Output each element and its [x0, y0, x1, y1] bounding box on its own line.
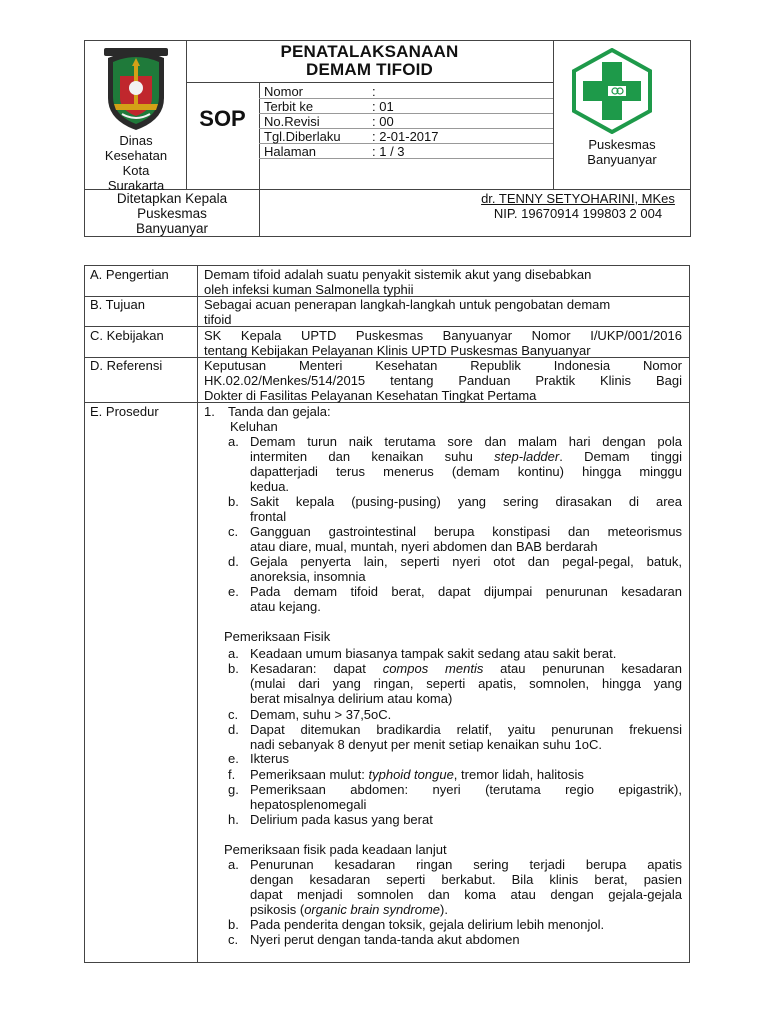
subsection-pemeriksaan-lanjut: Pemeriksaan fisik pada keadaan lanjut — [224, 842, 447, 857]
list-marker: a. — [228, 434, 239, 449]
list-marker: c. — [228, 932, 239, 947]
ditetapkan-block — [86, 191, 258, 236]
content-line: oleh infeksi kuman Salmonella typhii — [204, 282, 414, 297]
fisik-item: Ikterus — [250, 751, 290, 766]
section-content-tujuan — [204, 297, 682, 327]
divider — [197, 265, 198, 963]
content-line: anoreksia, insomnia — [250, 569, 366, 584]
meta-label: Tgl.Diberlaku — [264, 129, 341, 144]
divider — [553, 40, 554, 190]
section-label-referensi: D. Referensi — [90, 358, 163, 373]
content-line — [250, 661, 682, 676]
ditetapkan-line: Ditetapkan Kepala — [116, 191, 228, 206]
section-label-kebijakan: C. Kebijakan — [90, 328, 164, 343]
lanjut-item: Nyeri perut dengan tanda-tanda akut abdomen — [250, 932, 520, 947]
meta-value: : 00 — [372, 114, 394, 129]
list-marker: b. — [228, 661, 239, 676]
content-line: Sakit kepala (pusing-pusing) yang sering dirasakan di area — [250, 494, 682, 509]
content-line: Dokter di Fasilitas Pelayanan Kesehatan Tingkat Pertama — [204, 388, 537, 403]
text-run-italic: typhoid tongue — [368, 767, 454, 782]
keluhan-item — [250, 554, 682, 584]
keluhan-item — [250, 434, 682, 494]
text-run: ). — [440, 902, 448, 917]
text-run: Pemeriksaan mulut: — [250, 767, 369, 782]
document-title — [186, 43, 553, 79]
step-number: 1. — [204, 404, 215, 419]
org-name-line: Dinas — [119, 133, 153, 148]
org-name — [86, 133, 186, 193]
fisik-item — [250, 722, 682, 752]
list-marker: h. — [228, 812, 239, 827]
content-line: SK Kepala UPTD Puskesmas Banyuanyar Nomor I/UKP/001/2016 — [204, 328, 682, 343]
org-name-line: Kota — [122, 163, 150, 178]
keluhan-item — [250, 584, 682, 614]
content-line: atau kejang. — [250, 599, 321, 614]
text-run: psikosis ( — [250, 902, 305, 917]
content-line: tifoid — [204, 312, 232, 327]
content-line: Keputusan Menteri Kesehatan Republik Indonesia Nomor — [204, 358, 682, 373]
fisik-item: Keadaan umum biasanya tampak sakit sedang atau sakit berat. — [250, 646, 617, 661]
fisik-item — [250, 767, 584, 782]
text-run-italic: organic brain syndrome — [304, 902, 441, 917]
puskesmas-logo — [568, 48, 656, 134]
content-line: Demam turun naik terutama sore dan malam hari dengan pola — [250, 434, 682, 449]
section-label-prosedur: E. Prosedur — [90, 404, 159, 419]
kota-surakarta-emblem — [100, 48, 172, 132]
content-line: tentang Kebijakan Pelayanan Klinis UPTD Puskesmas Banyuanyar — [204, 343, 591, 358]
divider — [186, 82, 553, 83]
meta-value: : — [372, 84, 376, 99]
list-marker: b. — [228, 917, 239, 932]
section-content-kebijakan — [204, 328, 682, 358]
list-marker: d. — [228, 554, 239, 569]
list-marker: a. — [228, 857, 239, 872]
content-line — [250, 902, 682, 917]
content-line: HK.02.02/Menkes/514/2015 tentang Panduan Praktik Klinis Bagi — [204, 373, 682, 388]
subsection-keluhan: Keluhan — [230, 419, 278, 434]
text-run: intermiten dan kenaikan suhu — [250, 449, 495, 464]
content-line: Penurunan kesadaran ringan sering terjadi berupa apatis — [250, 857, 682, 872]
meta-value: : 2-01-2017 — [372, 129, 439, 144]
fisik-item: Demam, suhu > 37,5oC. — [250, 707, 392, 722]
keluhan-item — [250, 524, 682, 554]
content-line: Demam tifoid adalah suatu penyakit sistemik akut yang disebabkan — [204, 267, 592, 282]
content-line: dengan kesadaran seperti berkabut. Bila klinis berat, pasien — [250, 872, 682, 887]
text-run: atau penurunan kesadaran — [483, 661, 682, 676]
content-line: atau diare, mual, muntah, nyeri abdomen dan BAB berdarah — [250, 539, 598, 554]
content-line: Dapat ditemukan bradikardia relatif, yaitu penurunan frekuensi — [250, 722, 682, 737]
content-line: nadi sebanyak 8 denyut per menit setiap kenaikan suhu 1oC. — [250, 737, 602, 752]
text-run-italic: compos mentis — [382, 661, 484, 676]
signatory-block — [462, 191, 694, 221]
list-marker: a. — [228, 646, 239, 661]
fisik-item — [250, 661, 682, 706]
title-line: PENATALAKSANAAN — [280, 42, 459, 61]
text-run-italic: step-ladder — [494, 449, 560, 464]
puskesmas-line: Banyuanyar — [587, 152, 657, 167]
content-line: dapat menjadi somnolen dan koma atau dengan gejala-gejala — [250, 887, 682, 902]
content-line: Sebagai acuan penerapan langkah-langkah untuk pengobatan demam — [204, 297, 611, 312]
lanjut-item: Pada penderita dengan toksik, gejala delirium lebih menonjol. — [250, 917, 605, 932]
section-content-pengertian — [204, 267, 682, 297]
step-title: Tanda dan gejala: — [228, 404, 331, 419]
fisik-item — [250, 782, 682, 812]
ditetapkan-line: Puskesmas — [137, 206, 207, 221]
list-marker: c. — [228, 707, 239, 722]
content-line: kedua. — [250, 479, 290, 494]
signatory-name: dr. TENNY SETYOHARINI, MKes — [481, 191, 675, 206]
section-label-tujuan: B. Tujuan — [90, 297, 145, 312]
content-line: Pemeriksaan abdomen: nyeri (terutama regio epigastrik), — [250, 782, 682, 797]
subsection-pemeriksaan-fisik: Pemeriksaan Fisik — [224, 629, 331, 644]
content-line: Gangguan gastrointestinal berupa konstipasi dan meteorismus — [250, 524, 682, 539]
section-label-pengertian: A. Pengertian — [90, 267, 169, 282]
list-marker: b. — [228, 494, 239, 509]
list-marker: e. — [228, 584, 239, 599]
section-content-referensi — [204, 358, 682, 403]
meta-label: Nomor — [264, 84, 304, 99]
meta-label: Terbit ke — [264, 99, 314, 114]
org-name-line: Kesehatan — [104, 148, 168, 163]
fisik-item: Delirium pada kasus yang berat — [250, 812, 433, 827]
meta-value: : 01 — [372, 99, 394, 114]
content-line: hepatosplenomegali — [250, 797, 367, 812]
ditetapkan-line: Banyuanyar — [135, 221, 209, 236]
list-marker: d. — [228, 722, 239, 737]
puskesmas-name — [553, 137, 691, 167]
list-marker: c. — [228, 524, 239, 539]
org-name-line: Surakarta — [107, 178, 165, 193]
content-line: berat misalnya delirium atau koma) — [250, 691, 453, 706]
divider — [259, 82, 260, 237]
content-line: frontal — [250, 509, 287, 524]
meta-label: Halaman — [264, 144, 317, 159]
content-line — [250, 449, 682, 464]
meta-label: No.Revisi — [264, 114, 320, 129]
puskesmas-line: Puskesmas — [588, 137, 656, 152]
content-line: Pada demam tifoid berat, dapat dijumpai penurunan kesadaran — [250, 584, 682, 599]
keluhan-item — [250, 494, 682, 524]
list-marker: e. — [228, 751, 239, 766]
sop-label: SOP — [199, 106, 246, 131]
text-run: Kesadaran: dapat — [250, 661, 383, 676]
title-line: DEMAM TIFOID — [305, 60, 434, 79]
signatory-nip: NIP. 19670914 199803 2 004 — [493, 206, 663, 221]
list-marker: g. — [228, 782, 239, 797]
lanjut-item — [250, 857, 682, 917]
content-line: Gejala penyerta lain, seperti nyeri otot dan pegal-pegal, batuk, — [250, 554, 682, 569]
content-line: dapatterjadi terus menerus (demam kontinu) hingga minggu — [250, 464, 682, 479]
text-run: , tremor lidah, halitosis — [453, 767, 584, 782]
content-line: (mulai dari yang ringan, seperti apatis, somnolen, hingga yang — [250, 676, 682, 691]
text-run: . Demam tinggi — [559, 449, 682, 464]
meta-value: : 1 / 3 — [372, 144, 405, 159]
list-marker: f. — [228, 767, 236, 782]
